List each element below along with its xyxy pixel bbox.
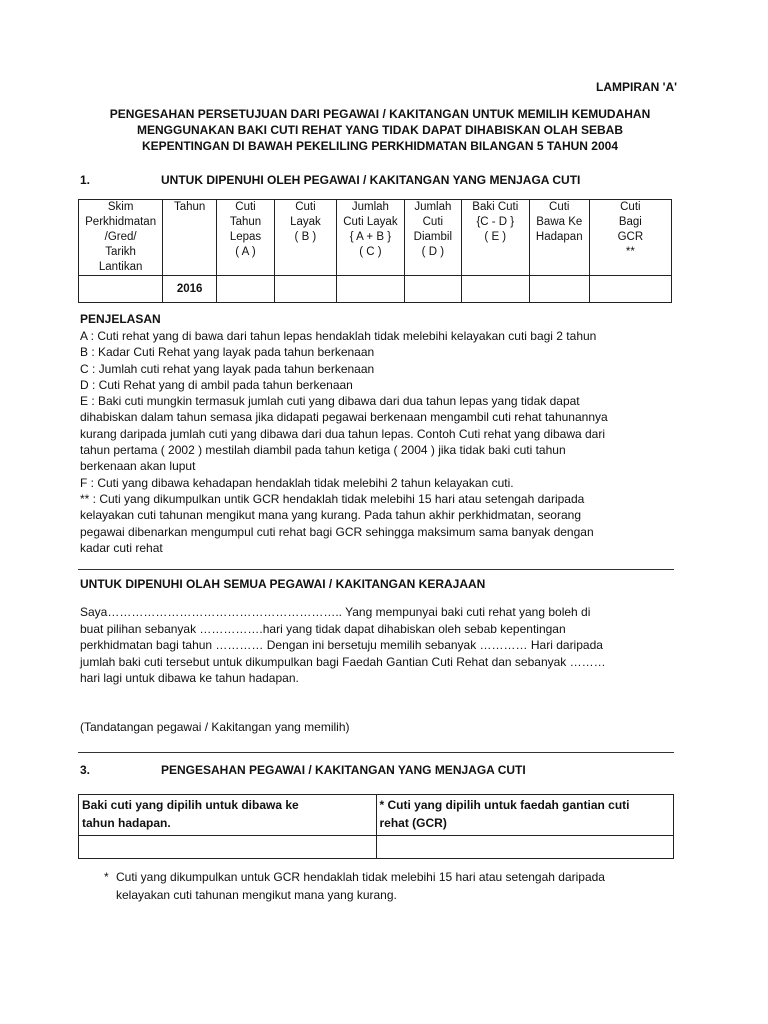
confirmation-table-row (79, 836, 674, 859)
cell-baki-cuti-dibawa[interactable] (79, 836, 377, 859)
section-3-title: PENGESAHAN PEGAWAI / KAKITANGAN YANG MENJAGA CUTI (161, 763, 526, 777)
section-3-number: 3. (80, 763, 91, 777)
consent-line: jumlah baki cuti tersebut untuk dikumpulkan bagi Faedah Gantian Cuti Rehat dan sebanyak ……… (80, 654, 606, 669)
col-jumlah-cuti-layak-header: Jumlah Cuti Layak { A + B } ( C ) (336, 200, 404, 276)
document-title (80, 106, 680, 154)
consent-line: Saya………………………………………………….. Yang mempunyai baki cuti rehat yang boleh di (80, 605, 591, 619)
signature-label: (Tandatangan pegawai / Kakitangan yang memilih) (80, 720, 350, 734)
cell-baki-cuti[interactable] (461, 276, 529, 303)
footnote-star: * (104, 870, 109, 884)
confirmation-table-header (79, 795, 674, 836)
cell-tahun: 2016 (163, 276, 217, 303)
col-jumlah-cuti-diambil-header: Jumlah Cuti Diambil ( D ) (404, 200, 461, 276)
consent-paragraph (80, 604, 680, 687)
footnote-line: Cuti yang dikumpulkan untuk GCR hendaklah tidak melebihi 15 hari atau setengah daripada (116, 870, 605, 884)
leave-table-row (79, 276, 672, 303)
cell-cuti-gcr-dipilih[interactable] (376, 836, 674, 859)
penjelasan-line: E : Baki cuti mungkin termasuk jumlah cuti yang dibawa dari dua tahun lepas yang tidak dapat (80, 394, 580, 409)
penjelasan-line: dihabiskan dalam tahun semasa jika didapati pegawai berkenaan mengambil cuti rehat tahunannya (80, 410, 608, 425)
penjelasan-line: ** : Cuti yang dikumpulkan untik GCR hendaklah tidak melebihi 15 hari atau setengah daripada (80, 491, 585, 506)
penjelasan-line: pegawai dibenarkan mengumpul cuti rehat bagi GCR sehingga maksimum sama banyak dengan (80, 524, 594, 539)
leave-table (78, 199, 672, 303)
penjelasan-line: kelayakan cuti tahunan mengikut mana yang kurang. Pada tahun akhir perkhidmatan, seorang (80, 508, 581, 523)
penjelasan-line: tahun pertama ( 2002 ) mestilah diambil pada tahun ketiga ( 2004 ) jika tidak baki cuti tahun (80, 443, 566, 458)
divider (78, 752, 674, 753)
confirmation-table (78, 794, 674, 859)
col-skim-header: Skim Perkhidmatan /Gred/ Tarikh Lantikan (79, 200, 163, 276)
col-cuti-tahun-lepas-header: Cuti Tahun Lepas ( A ) (217, 200, 275, 276)
title-line: KEPENTINGAN DI BAWAH PEKELILING PERKHIDMATAN BILANGAN 5 TAHUN 2004 (141, 139, 619, 153)
penjelasan-line: A : Cuti rehat yang di bawa dari tahun lepas hendaklah tidak melebihi kelayakan cuti bagi 2 tahun (80, 329, 597, 343)
cell-cuti-gcr[interactable] (589, 276, 671, 303)
penjelasan-line: berkenaan akan luput (80, 459, 196, 474)
title-line: PENGESAHAN PERSETUJUAN DARI PEGAWAI / KAKITANGAN UNTUK MEMILIH KEMUDAHAN (109, 107, 651, 121)
leave-table-header (79, 200, 672, 276)
penjelasan-line: kadar cuti rehat (80, 540, 163, 555)
consent-line: perkhidmatan bagi tahun ………… Dengan ini bersetuju memilih sebanyak ………… Hari daripada (80, 638, 603, 652)
divider (78, 569, 674, 570)
penjelasan-line: kurang daripada jumlah cuti yang dibawa dari dua tahun lepas. Contoh Cuti rehat yang dibawa dari (80, 426, 606, 441)
col-tahun-header: Tahun (163, 200, 217, 276)
penjelasan-line: F : Cuti yang dibawa kehadapan hendaklah tidak melebihi 2 tahun kelayakan cuti. (80, 475, 514, 490)
col-cuti-layak-header: Cuti Layak ( B ) (274, 200, 336, 276)
section-1-title: UNTUK DIPENUHI OLEH PEGAWAI / KAKITANGAN YANG MENJAGA CUTI (161, 173, 581, 187)
section-2-title: UNTUK DIPENUHI OLAH SEMUA PEGAWAI / KAKITANGAN KERAJAAN (80, 577, 486, 591)
penjelasan-text (80, 328, 680, 556)
col-baki-cuti-dibawa-header: Baki cuti yang dipilih untuk dibawa ke tahun hadapan. (79, 795, 377, 836)
section-1-number: 1. (80, 173, 91, 187)
consent-line: buat pilihan sebanyak …………….hari yang tidak dapat dihabiskan oleh sebab kepentingan (80, 621, 566, 636)
lampiran-label: LAMPIRAN 'A' (596, 80, 678, 94)
penjelasan-heading: PENJELASAN (80, 312, 161, 326)
col-cuti-gcr-header: Cuti Bagi GCR ** (589, 200, 671, 276)
col-bawa-ke-hadapan-header: Cuti Bawa Ke Hadapan (529, 200, 589, 276)
cell-jumlah-cuti-layak[interactable] (336, 276, 404, 303)
cell-jumlah-cuti-diambil[interactable] (404, 276, 461, 303)
penjelasan-line: B : Kadar Cuti Rehat yang layak pada tahun berkenaan (80, 345, 375, 360)
cell-skim[interactable] (79, 276, 163, 303)
title-line: MENGGUNAKAN BAKI CUTI REHAT YANG TIDAK DAPAT DIHABISKAN OLAH SEBAB (136, 123, 623, 137)
cell-bawa-ke-hadapan[interactable] (529, 276, 589, 303)
cell-cuti-layak[interactable] (274, 276, 336, 303)
cell-cuti-tahun-lepas[interactable] (217, 276, 275, 303)
penjelasan-line: C : Jumlah cuti rehat yang layak pada tahun berkenaan (80, 361, 375, 376)
col-baki-cuti-header: Baki Cuti {C - D } ( E ) (461, 200, 529, 276)
penjelasan-line: D : Cuti Rehat yang di ambil pada tahun berkenaan (80, 377, 353, 392)
footnote (104, 868, 664, 904)
footnote-line: kelayakan cuti tahunan mengikut mana yang kurang. (116, 888, 397, 902)
consent-line: hari lagi untuk dibawa ke tahun hadapan. (80, 671, 299, 685)
col-cuti-gcr-dipilih-header: * Cuti yang dipilih untuk faedah gantian cuti rehat (GCR) (376, 795, 674, 836)
